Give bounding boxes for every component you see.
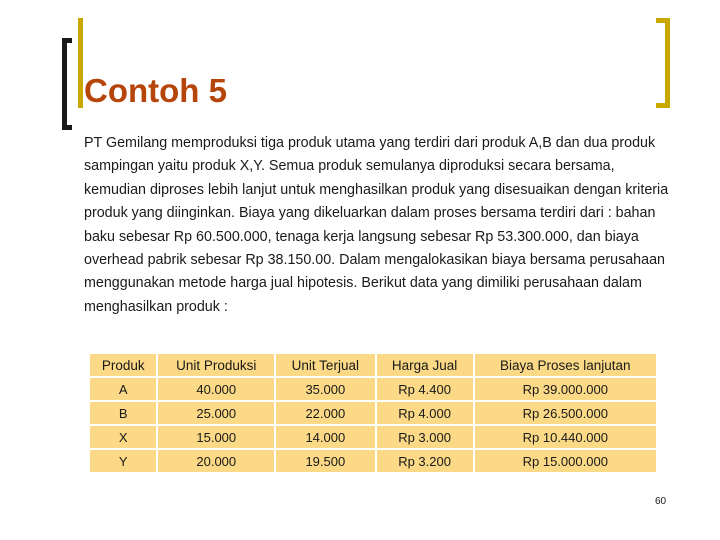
header-biaya-proses-lanjutan: Biaya Proses lanjutan bbox=[475, 354, 656, 376]
table-cell: 35.000 bbox=[276, 378, 375, 400]
table-cell: Rp 3.200 bbox=[377, 450, 473, 472]
header-harga-jual: Harga Jual bbox=[377, 354, 473, 376]
table-cell: Rp 3.000 bbox=[377, 426, 473, 448]
table-cell: 40.000 bbox=[158, 378, 274, 400]
left-bracket-decoration bbox=[62, 38, 72, 130]
table-cell: 20.000 bbox=[158, 450, 274, 472]
table-cell: 22.000 bbox=[276, 402, 375, 424]
table-header-row bbox=[90, 354, 656, 376]
table-cell: 19.500 bbox=[276, 450, 375, 472]
header-produk: Produk bbox=[90, 354, 156, 376]
left-gold-bar-decoration bbox=[78, 18, 83, 108]
table-cell: Rp 4.400 bbox=[377, 378, 473, 400]
header-unit-produksi: Unit Produksi bbox=[158, 354, 274, 376]
table-cell: Rp 39.000.000 bbox=[475, 378, 656, 400]
table-cell: Rp 10.440.000 bbox=[475, 426, 656, 448]
table-cell: 15.000 bbox=[158, 426, 274, 448]
table-cell: Y bbox=[90, 450, 156, 472]
table-cell: B bbox=[90, 402, 156, 424]
table-row bbox=[90, 402, 656, 424]
product-data-table bbox=[88, 352, 658, 474]
table-cell: 14.000 bbox=[276, 426, 375, 448]
table-cell: Rp 4.000 bbox=[377, 402, 473, 424]
slide-paragraph: PT Gemilang memproduksi tiga produk utama yang terdiri dari produk A,B dan dua produk sampingan yaitu produk X,Y. Semua produk semulanya diproduksi secara bersama, kemudian diproses lebih lanjut untuk menghasilkan produk yang disesuaikan dengan kriteria produk yang diinginkan. Biaya yang dikeluarkan dalam proses bersama terdiri dari : bahan baku sebesar Rp 60.500.000, tenaga kerja langsung sebesar Rp 53.300.000, dan biaya overhead pabrik sebesar Rp 38.150.00. Dalam mengalokasikan biaya bersama perusahaan menggunakan metode harga jual hipotesis. Berikut data yang dimiliki perusahaan dalam menghasilkan produk : bbox=[84, 135, 669, 315]
right-bracket-decoration bbox=[656, 18, 670, 108]
slide-title: Contoh 5 bbox=[84, 72, 227, 109]
table-cell: Rp 26.500.000 bbox=[475, 402, 656, 424]
table-row bbox=[90, 450, 656, 472]
table-cell: X bbox=[90, 426, 156, 448]
table-row bbox=[90, 426, 656, 448]
table-row bbox=[90, 378, 656, 400]
table-cell: Rp 15.000.000 bbox=[475, 450, 656, 472]
page-number: 60 bbox=[655, 496, 667, 507]
table-cell: A bbox=[90, 378, 156, 400]
header-unit-terjual: Unit Terjual bbox=[276, 354, 375, 376]
table-cell: 25.000 bbox=[158, 402, 274, 424]
